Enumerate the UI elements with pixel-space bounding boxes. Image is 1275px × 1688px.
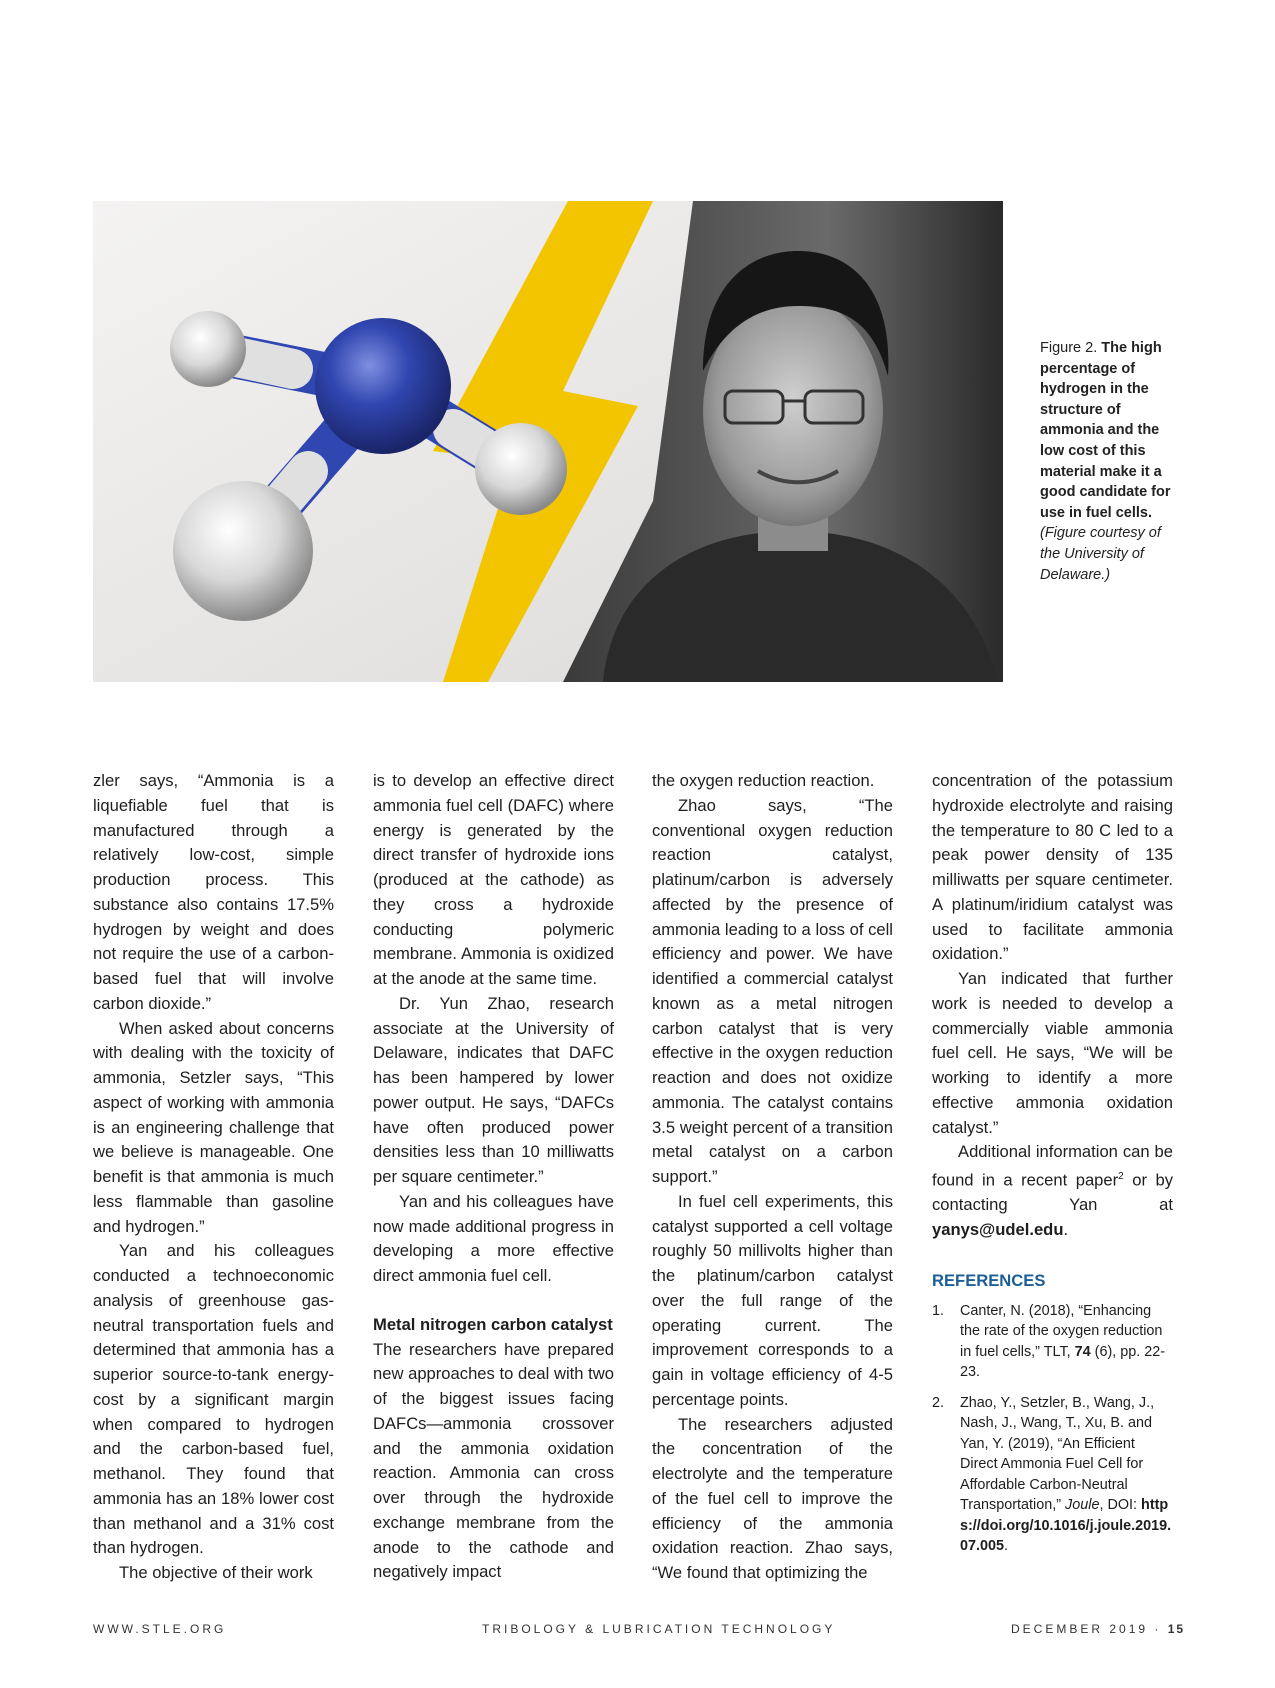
- paragraph: The researchers adjusted the concentration of the electrolyte and the temperature of the fuel cell to improve the efficiency of the ammonia oxidation reaction. Zhao says, “We found that optimizing the: [652, 1414, 893, 1582]
- hydrogen-atom-top: [170, 311, 246, 387]
- paragraph: Zhao says, “The conventional oxygen reduction reaction catalyst, platinum/carbon is adversely affected by the presence of ammonia leading to a loss of cell efficiency and power. We have identified a commercial catalyst known as a metal nitrogen carbon catalyst that is very effective in the oxygen reduction reaction and does not oxidize ammonia. The catalyst contains 3.5 weight percent of a transition metal catalyst on a carbon support.”: [652, 795, 893, 1186]
- footer-publication: TRIBOLOGY & LUBRICATION TECHNOLOGY: [482, 1622, 836, 1636]
- paragraph: Yan and his colleagues have now made additional progress in developing a more effective direct ammonia fuel cell.: [373, 1191, 614, 1285]
- section-heading: Metal nitrogen carbon catalyst: [373, 1314, 613, 1334]
- paragraph: Yan indicated that further work is needed to develop a commercially viable ammonia fuel cell. He says, “We will be working to identify a more effective ammonia oxidation catalyst.”: [932, 969, 1173, 1137]
- paragraph: is to develop an effective direct ammonia fuel cell (DAFC) where energy is generated by the direct transfer of hydroxide ions (produced at the cathode) as they cross a hydroxide conducting polymeric membrane. Ammonia is oxidized at the anode at the same time.: [373, 771, 614, 988]
- references-heading: REFERENCES: [932, 1270, 1046, 1290]
- ammonia-molecule-and-portrait-illustration: [93, 201, 1003, 682]
- paragraph: When asked about concerns with dealing with the toxicity of ammonia, Setzler says, “This aspect of working with ammonia is an engineering challenge that we believe is manageable. One benefit is that ammonia is much less flammable than gasoline and hydrogen.”: [93, 1018, 334, 1236]
- paragraph-text: .: [1063, 1220, 1069, 1240]
- figure-image: [93, 201, 1003, 682]
- paragraph: The objective of their work: [119, 1563, 313, 1582]
- text-column-2: [373, 769, 614, 1585]
- reference-text: Canter, N. (2018), “Enhancing the rate of the oxygen reduction in fuel cells,” TLT,: [960, 1302, 1163, 1360]
- reference-text: , DOI:: [1099, 1497, 1142, 1514]
- paragraph: [932, 1140, 1173, 1243]
- paragraph: The researchers have prepared new approaches to deal with two of the biggest issues facing DAFCs—ammonia crossover and the ammonia oxidation reaction. Ammonia can cross over through the hydroxide exchange membrane from the anode to the cathode and negatively impact: [373, 1339, 614, 1582]
- figure-caption: [1040, 338, 1180, 585]
- paragraph: concentration of the potassium hydroxide electrolyte and raising the temperature to 80 C led to a peak power density of 135 milliwatts per square centimeter. A platinum/iridium catalyst was used to facilitate ammonia oxidation.”: [932, 771, 1173, 964]
- page-number: 15: [1167, 1622, 1186, 1636]
- reference-number: 1.: [932, 1302, 945, 1319]
- text-column-4: [932, 769, 1173, 1567]
- nitrogen-atom: [315, 318, 451, 454]
- email-link[interactable]: yanys@udel.edu: [932, 1220, 1064, 1240]
- reference-doi-link[interactable]: https://doi.org/10.1016/j.joule.2019.07.005: [960, 1497, 1172, 1555]
- reference-volume: 74: [1074, 1343, 1091, 1360]
- reference-item: [932, 1393, 1173, 1557]
- paragraph: Yan and his colleagues conducted a technoeconomic analysis of greenhouse gas-neutral transportation fuels and determined that ammonia has a superior source-to-tank energy-cost by a significant margin when compared to hydrogen and the carbon-based fuel, methanol. They found that ammonia has an 18% lower cost than methanol and a 31% cost than hydrogen.: [93, 1241, 334, 1558]
- footer-date-page: [1011, 1622, 1185, 1636]
- text-column-3: [652, 769, 893, 1586]
- text-column-1: [93, 769, 334, 1586]
- footer-website[interactable]: WWW.STLE.ORG: [93, 1622, 227, 1636]
- figure-caption-text: The high percentage of hydrogen in the structure of ammonia and the low cost of this material make it a good candidate for use in fuel cells.: [1040, 340, 1171, 521]
- reference-text: Zhao, Y., Setzler, B., Wang, J., Nash, J., Wang, T., Xu, B. and Yan, Y. (2019), “An Efficient Direct Ammonia Fuel Cell for Affordable Carbon-Neutral Transportation,”: [960, 1394, 1155, 1514]
- paragraph: In fuel cell experiments, this catalyst supported a cell voltage roughly 50 millivolts higher than the platinum/carbon catalyst over the full range of the operating current. The improvement corresponds to a gain in voltage efficiency of 4-5 percentage points.: [652, 1191, 893, 1409]
- reference-journal: Joule: [1065, 1497, 1100, 1514]
- paragraph: the oxygen reduction reaction.: [652, 771, 875, 790]
- paragraph: Dr. Yun Zhao, research associate at the University of Delaware, indicates that DAFC has been hampered by lower power output. He says, “DAFCs have often produced power densities less than 10 milliwatts per square centimeter.”: [373, 993, 614, 1186]
- paragraph-text: Additional information can be found in a recent paper: [932, 1142, 1173, 1190]
- figure-label: Figure 2.: [1040, 340, 1098, 356]
- references-list: [932, 1301, 1173, 1557]
- reference-item: [932, 1301, 1173, 1383]
- reference-number: 2.: [932, 1394, 945, 1411]
- hydrogen-atom-right: [475, 423, 567, 515]
- hydrogen-atom-bottom: [173, 481, 313, 621]
- paragraph: zler says, “Ammonia is a liquefiable fuel that is manufactured through a relatively low-cost, simple production process. This substance also contains 17.5% hydrogen by weight and does not require the use of a carbon-based fuel that will involve carbon dioxide.”: [93, 771, 334, 1013]
- reference-superscript: 2: [1118, 1171, 1124, 1182]
- paragraph-text: or by contacting Yan at: [932, 1170, 1173, 1215]
- figure-credit: (Figure courtesy of the University of Delaware.): [1040, 525, 1161, 583]
- reference-text: .: [1004, 1538, 1009, 1555]
- footer-date: DECEMBER 2019 ·: [1011, 1622, 1162, 1636]
- reference-text: (6), pp. 22-23.: [960, 1343, 1166, 1381]
